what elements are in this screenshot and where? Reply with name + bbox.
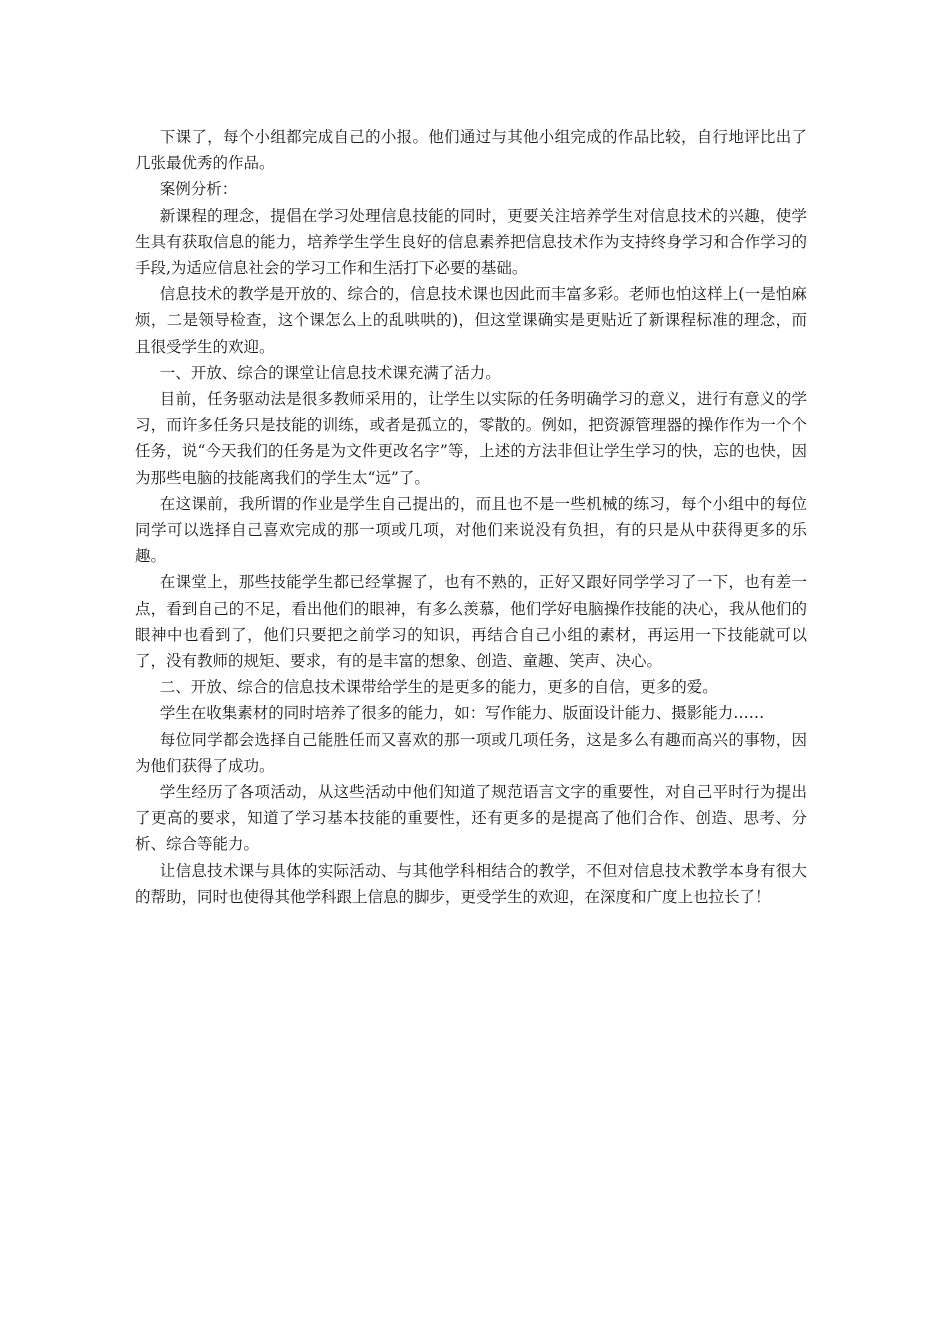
paragraph: 让信息技术课与具体的实际活动、与其他学科相结合的教学，不但对信息技术教学本身有很大的帮助，同时也使得其他学科跟上信息的脚步，更受学生的欢迎，在深度和广度上也拉长了！ — [135, 861, 807, 906]
paragraph: 目前，任务驱动法是很多教师采用的，让学生以实际的任务明确学习的意义，进行有意义的学习，而许多任务只是技能的训练，或者是孤立的，零散的。例如，把资源管理器的操作作为一个个任务，说“今天我们的任务是为文件更改名字”等，上述的方法非但让学生学习的快，忘的也快，因为那些电脑的技能离我们的学生太“远”了。 — [135, 390, 807, 487]
document-body — [135, 124, 807, 910]
paragraph: 在课堂上，那些技能学生都已经掌握了，也有不熟的，正好又跟好同学学习了一下，也有差一点，看到自己的不足，看出他们的眼神，有多么羡慕，他们学好电脑操作技能的决心，我从他们的眼神中也看到了，他们只要把之前学习的知识，再结合自己小组的素材，再运用一下技能就可以了，没有教师的规矩、要求，有的是丰富的想象、创造、童趣、笑声、决心。 — [135, 573, 807, 671]
paragraph: 信息技术的教学是开放的、综合的，信息技术课也因此而丰富多彩。老师也怕这样上(一是怕麻烦，二是领导检查，这个课怎么上的乱哄哄的)，但这堂课确实是更贴近了新课程标准的理念，而且很受学生的欢迎。 — [135, 285, 807, 356]
paragraph: 新课程的理念，提倡在学习处理信息技能的同时，更要关注培养学生对信息技术的兴趣，使学生具有获取信息的能力，培养学生学生良好的信息素养把信息技术作为支持终身学习和合作学习的手段,为适应信息社会的学习工作和生活打下必要的基础。 — [135, 206, 807, 278]
paragraph: 在这课前，我所谓的作业是学生自己提出的，而且也不是一些机械的练习，每个小组中的每位同学可以选择自己喜欢完成的那一项或几项，对他们来说没有负担，有的只是从中获得更多的乐趣。 — [135, 494, 807, 566]
paragraph: 下课了，每个小组都完成自己的小报。他们通过与其他小组完成的作品比较，自行地评比出了几张最优秀的作品。 — [135, 128, 807, 173]
section-heading: 二、开放、综合的信息技术课带给学生的是更多的能力，更多的自信，更多的爱。 — [159, 678, 718, 697]
paragraph: 学生经历了各项活动，从这些活动中他们知道了规范语言文字的重要性，对自己平时行为提出了更高的要求，知道了学习基本技能的重要性，还有更多的是提高了他们合作、创造、思考、分析、综合等能力。 — [135, 783, 807, 854]
paragraph: 学生在收集素材的同时培养了很多的能力，如：写作能力、版面设计能力、摄影能力…… — [159, 704, 765, 723]
paragraph: 案例分析： — [159, 180, 238, 199]
section-heading: 一、开放、综合的课堂让信息技术课充满了活力。 — [159, 363, 501, 382]
paragraph: 每位同学都会选择自己能胜任而又喜欢的那一项或几项任务，这是多么有趣而高兴的事物，因为他们获得了成功。 — [135, 730, 807, 775]
